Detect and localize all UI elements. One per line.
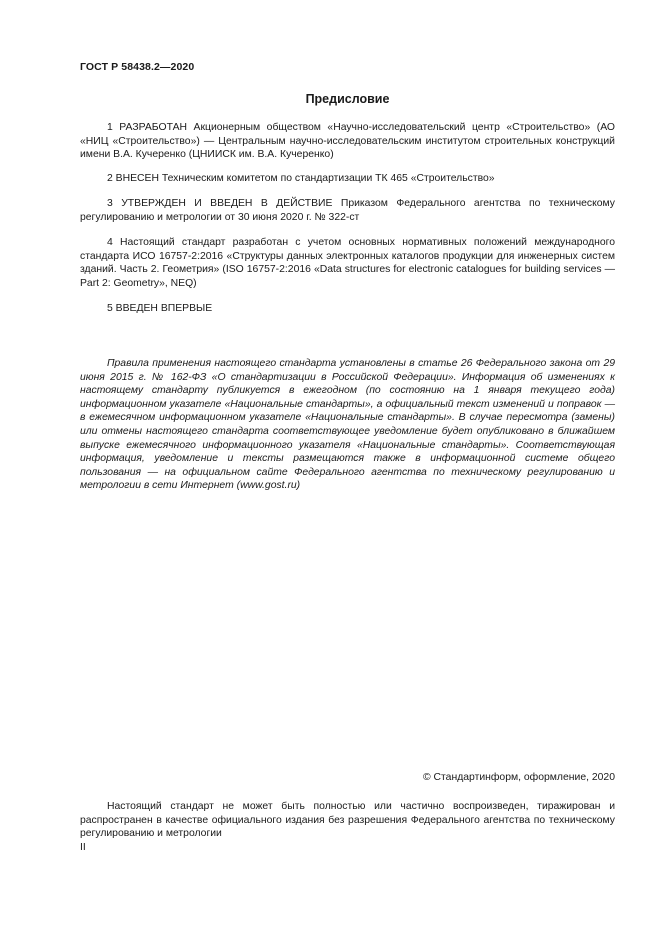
copyright-line: © Стандартинформ, оформление, 2020	[422, 772, 615, 783]
foreword-item-2: 2 ВНЕСЕН Техническим комитетом по стандартизации ТК 465 «Строительство»	[107, 173, 495, 184]
page-number: II	[80, 842, 86, 853]
reproduction-notice: Настоящий стандарт не может быть полностью или частично воспроизведен, тиражирован и распространен в качестве официального издания без разрешения Федерального агентства по техническому регулированию и метрологии	[80, 801, 615, 840]
foreword-title: Предисловие	[305, 92, 390, 106]
standard-code-header: ГОСТ Р 58438.2—2020	[80, 61, 195, 73]
application-rules-notice: Правила применения настоящего стандарта установлены в статье 26 Федерального закона от 29 июня 2015 г. № 162-ФЗ «О стандартизации в Российской Федерации». Информация об изменениях к настоящему стандарту публикуется в ежегодном (по состоянию на 1 января текущего года) информационном указателе «Национальные стандарты», а официальный текст изменений и поправок — в ежемесячном информационном указателе «Национальные стандарты». В случае пересмотра (замены) или отмены настоящего стандарта соответствующее уведомление будет опубликовано в ближайшем выпуске ежемесячного информационного указателя «Национальные стандарты». Соответствующая информация, уведомление и тексты размещаются также в информационной системе общего пользования — на официальном сайте Федерального агентства по техническому регулированию и метрологии в сети Интернет (www.gost.ru)	[80, 358, 615, 492]
foreword-item-3: 3 УТВЕРЖДЕН И ВВЕДЕН В ДЕЙСТВИЕ Приказом Федерального агентства по техническому регулированию и метрологии от 30 июня 2020 г. № 322-ст	[80, 198, 615, 223]
foreword-item-1: 1 РАЗРАБОТАН Акционерным обществом «Научно-исследовательский центр «Строительство» (АО «НИЦ «Строительство») — Центральным научно-исследовательским институтом строительных конструкций имени В.А. Кучеренко (ЦНИИСК им. В.А. Кучеренко)	[80, 122, 615, 161]
foreword-item-4: 4 Настоящий стандарт разработан с учетом основных нормативных положений международного стандарта ИСО 16757-2:2016 «Структуры данных электронных каталогов продукции для инженерных систем зданий. Часть 2. Геометрия» (ISO 16757-2:2016 «Data structures for electronic catalogues for building services — Part 2: Geometry», NEQ)	[80, 237, 615, 289]
foreword-item-5: 5 ВВЕДЕН ВПЕРВЫЕ	[107, 303, 213, 314]
